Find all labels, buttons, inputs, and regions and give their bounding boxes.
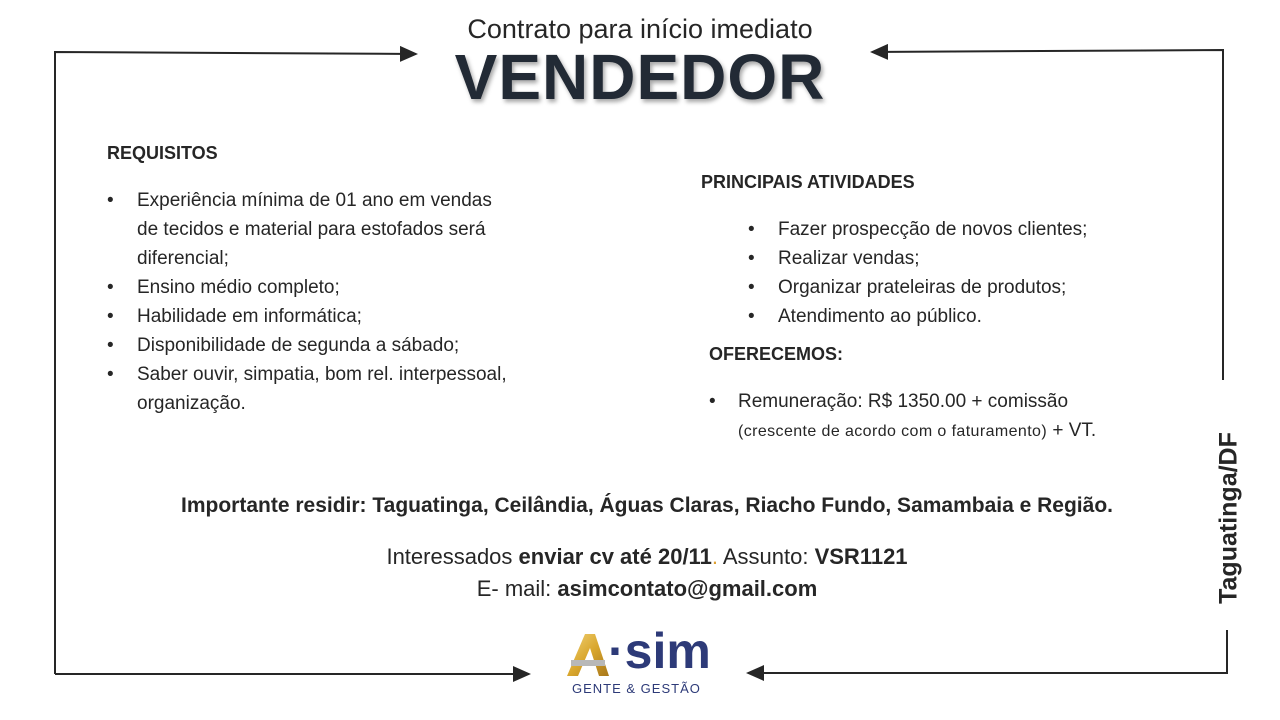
contact-deadline: enviar cv até 20/11	[518, 544, 712, 569]
requisitos-list	[107, 186, 507, 418]
list-item: • Atendimento ao público.	[748, 302, 1168, 331]
company-logo	[563, 623, 715, 700]
contact-subject-label: Assunto:	[722, 544, 809, 569]
contact-subject: VSR1121	[814, 544, 908, 569]
subtitle: Contrato para início imediato	[467, 14, 813, 44]
contact-prefix: Interessados	[386, 544, 513, 569]
list-item: • Disponibilidade de segunda a sábado;	[107, 331, 507, 360]
list-item: • Organizar prateleiras de produtos;	[748, 273, 1168, 302]
remuneracao-note: (crescente de acordo com o faturamento)	[738, 423, 1048, 440]
residence-note: Importante residir: Taguatinga, Ceilândia, Águas Claras, Riacho Fundo, Samambaia e Região.	[181, 494, 1113, 517]
contact-line	[0, 544, 1280, 570]
email-line	[0, 576, 1280, 602]
oferecemos-item	[709, 387, 1198, 446]
page-title: VENDEDOR	[454, 41, 826, 113]
atividades-heading: PRINCIPAIS ATIVIDADES	[701, 172, 915, 192]
list-item: • Ensino médio completo;	[107, 273, 507, 302]
atividades-list	[748, 215, 1168, 331]
list-item: • Habilidade em informática;	[107, 302, 507, 331]
list-item: • Realizar vendas;	[748, 244, 1168, 273]
logo-wordmark: ·sim	[608, 623, 711, 679]
bullet-dot: •	[709, 391, 716, 412]
requisitos-heading: REQUISITOS	[107, 143, 218, 163]
list-item: • Fazer prospecção de novos clientes;	[748, 215, 1168, 244]
email-label: E- mail:	[476, 576, 552, 601]
logo-a-icon	[565, 630, 611, 678]
remuneracao-text: Remuneração: R$ 1350.00 + comissão	[738, 391, 1069, 412]
email-address[interactable]: asimcontato@gmail.com	[557, 576, 818, 601]
list-item: • Experiência mínima de 01 ano em vendas de tecidos e material para estofados será diferencial;	[107, 186, 507, 273]
oferecemos-heading: OFERECEMOS:	[709, 344, 844, 364]
contact-dot: .	[711, 544, 718, 569]
frame-bottom-right-line	[748, 630, 1227, 673]
logo-tagline: GENTE & GESTÃO	[572, 681, 701, 696]
remuneracao-extra: + VT.	[1052, 420, 1097, 441]
location-label: Taguatinga/DF	[1214, 432, 1243, 604]
list-item: • Saber ouvir, simpatia, bom rel. interpessoal, organização.	[107, 360, 507, 418]
